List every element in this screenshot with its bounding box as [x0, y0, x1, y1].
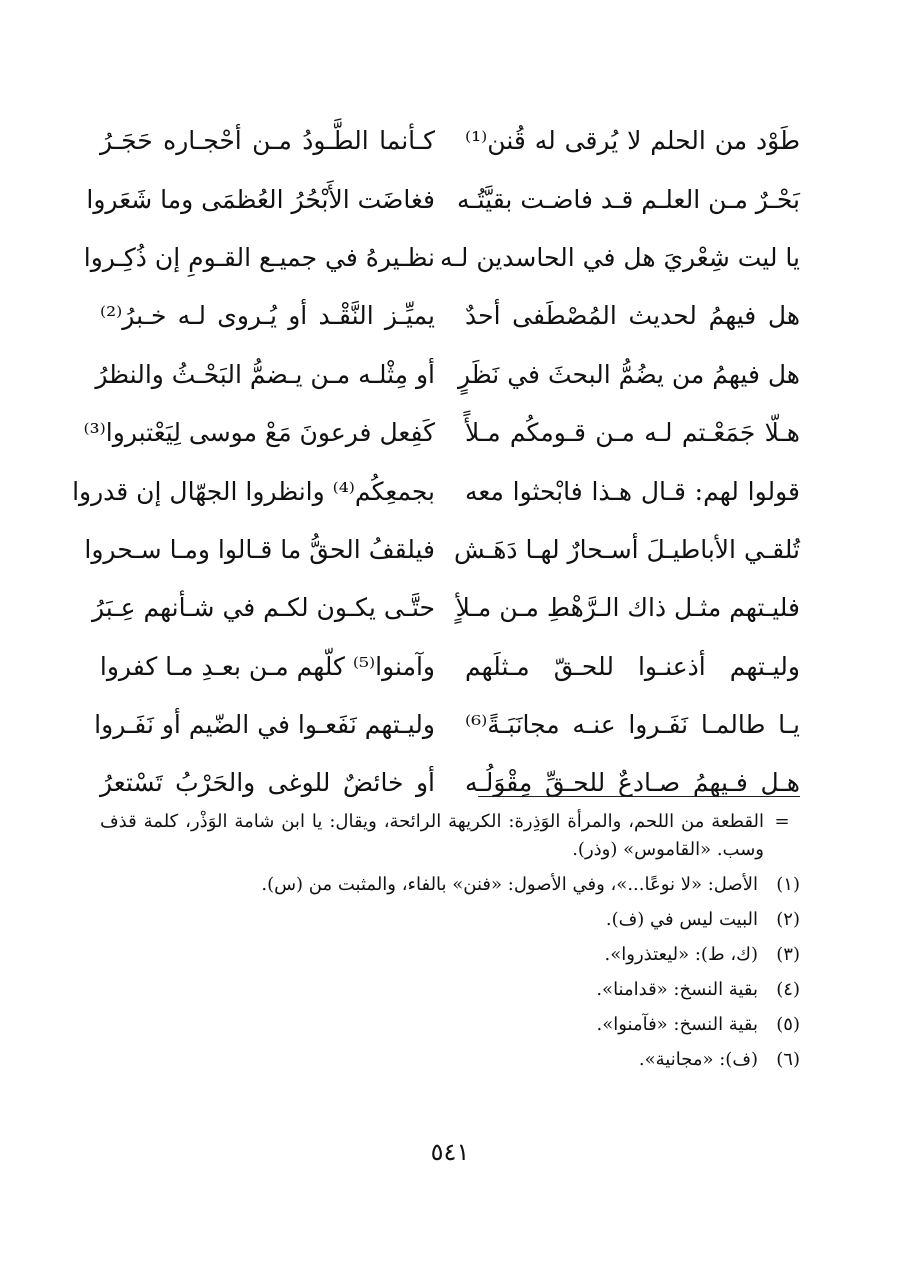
verse-6 [83, 404, 800, 462]
hemistich-right: هل فيهمُ من يضُمُّ البحثَ في نَظَرٍ [458, 359, 800, 389]
hemistich-right: يا ليت شِعْريَ هل في الحاسدين لـه [440, 242, 800, 272]
hemistich-left: حتَّـى يكـون لكـم في شـأنهم عِـبَرُ [91, 593, 435, 623]
hemistich-right: تُلقـي الأباطيـلَ أسـحارٌ لهـا دَهَـش [454, 534, 800, 564]
hemistich-left: أو خائضٌ للوغى والحَرْبُ تَسْتعرُ [100, 768, 435, 798]
footnote-number: (٤) [776, 978, 800, 1000]
verse-7 [72, 462, 800, 520]
footnote-text: (ف): «مجانية». [638, 1048, 758, 1070]
verse-2 [86, 170, 800, 228]
verse-1 [100, 112, 800, 170]
hemistich-right: قولوا لهم: قـال هـذا فابْحثوا معه [465, 476, 800, 506]
hemistich-left: أو مِثْلـه مـن يـضمُّ البَحْـثُ والنظرُ [95, 359, 435, 389]
verse-3 [83, 229, 800, 287]
hemistich-left: بجمعِكُم⁽⁴⁾ وانظروا الجهّال إن قدروا [72, 476, 435, 506]
hemistich-left: كـأنما الطَّـودُ مـن أحْجـاره حَجَـرُ [100, 126, 435, 156]
footnote-text: بقية النسخ: «قدامنا». [596, 978, 758, 1000]
footnote-6 [100, 1042, 800, 1077]
footnote-1 [100, 867, 800, 902]
hemistich-right: يـا طالمـا نَفَـروا عنـه مجانَبَـةً⁽⁶⁾ [465, 710, 800, 740]
hemistich-left: نظـيرهُ في جميـع القـومِ إن ذُكِـروا [83, 242, 435, 272]
hemistich-left: فيلقفُ الحقُّ ما قـالوا ومـا سـحروا [84, 534, 435, 564]
footnote-3 [100, 937, 800, 972]
footnote-number: (٢) [776, 908, 800, 930]
hemistich-right: فليـتهم مثـل ذاك الـرَّهْطِ مـن مـلأٍ [455, 593, 800, 623]
footnote-text: الأصل: «لا نوعًا...»، وفي الأصول: «فنن» بالفاء، والمثبت من (س). [261, 873, 758, 895]
footnote-text: البيت ليس في (ف). [605, 908, 758, 930]
verse-10 [100, 638, 800, 696]
hemistich-left: يميِّـز النَّقْـد أو يُـروى لـه خـبرُ⁽²⁾ [100, 301, 435, 331]
continuation-mark: = [774, 811, 790, 832]
verse-5 [95, 346, 800, 404]
verse-9 [91, 579, 800, 637]
footnote-continuation [100, 808, 800, 864]
footnotes [100, 808, 800, 1077]
verse-11 [94, 696, 800, 754]
footnote-separator [478, 796, 800, 797]
page-number: ٥٤١ [430, 1138, 470, 1166]
verse-8 [84, 521, 800, 579]
footnote-number: (٣) [776, 943, 800, 965]
footnote-number: (٥) [776, 1013, 800, 1035]
hemistich-left: وآمنوا⁽⁵⁾ كلّهم مـن بعـدِ مـا كفروا [99, 651, 435, 681]
footnote-4 [100, 972, 800, 1007]
footnote-5 [100, 1007, 800, 1042]
footnote-text: بقية النسخ: «فآمنوا». [596, 1013, 758, 1035]
verse-12 [100, 754, 800, 812]
hemistich-right: وليـتهم أذعنـوا للحـقّ مـثلَهم [465, 651, 800, 681]
hemistich-left: فغاضَت الأَبْحُرُ العُظمَى وما شَعَروا [86, 184, 435, 214]
hemistich-right: هل فيهمُ لحديث المُصْطَفى أحدٌ [465, 301, 800, 331]
footnote-2 [100, 902, 800, 937]
verse-4 [100, 287, 800, 345]
footnote-text: (ك، ط): «ليعتذروا». [604, 943, 758, 965]
hemistich-left: وليـتهم نَفَعـوا في الضّيم أو نَفَـروا [94, 710, 435, 740]
hemistich-right: هـلّا جَمَعْـتم لـه مـن قـومكُم مـلأً [465, 418, 800, 448]
footnote-number: (١) [776, 873, 800, 895]
hemistich-right: بَحْـرٌ مـن العلـم قـد فاضـت بقيَّتُـه [456, 184, 800, 214]
poem [72, 112, 800, 813]
continuation-text: القطعة من اللحم، والمرأة الوَذِرة: الكريهة الرائحة، ويقال: يا ابن شامة الوَذْر، كلمة قذف وسب. «القاموس» (وذر). [100, 811, 764, 860]
hemistich-left: كَفِعل فرعونَ مَعْ موسى لِيَعْتبروا⁽³⁾ [83, 418, 435, 448]
footnote-number: (٦) [776, 1048, 800, 1070]
hemistich-right: طَوْد من الحلم لا يُرقى له قُنن⁽¹⁾ [465, 126, 800, 156]
hemistich-right: هـل فـيهمُ صـادعٌ للحـقِّ مِقْوَلُـه [465, 768, 800, 798]
